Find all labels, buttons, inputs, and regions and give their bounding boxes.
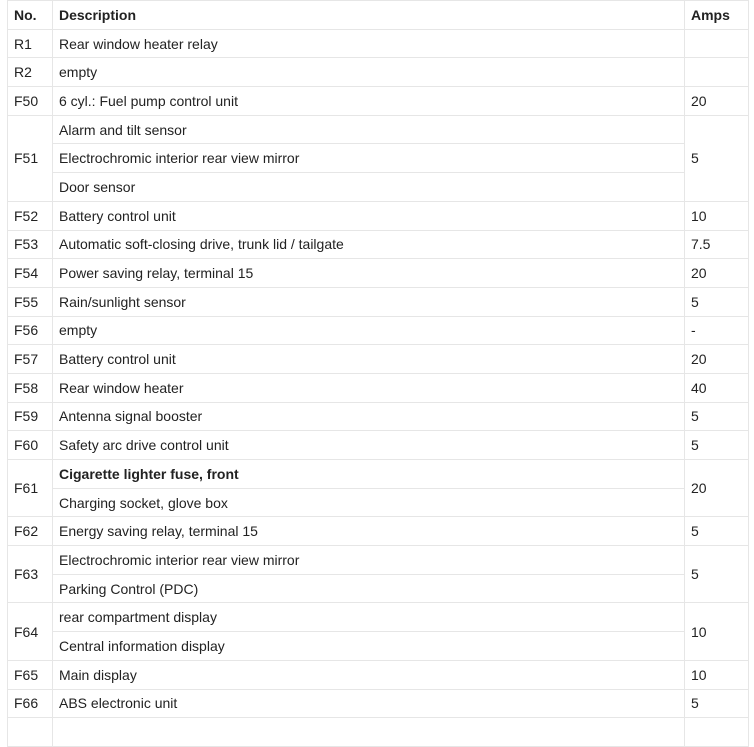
fuse-description: rear compartment display	[53, 603, 685, 632]
fuse-number: F58	[8, 373, 53, 402]
fuse-number: R1	[8, 29, 53, 58]
fuse-number: F51	[8, 115, 53, 201]
table-row	[8, 460, 749, 489]
fuse-description: Automatic soft-closing drive, trunk lid / tailgate	[53, 230, 685, 259]
fuse-amps	[685, 29, 749, 58]
fuse-number: F59	[8, 402, 53, 431]
fuse-amps: 5	[685, 431, 749, 460]
table-row	[8, 402, 749, 431]
table-row	[8, 718, 749, 747]
header-amps: Amps	[685, 1, 749, 30]
table-row	[8, 316, 749, 345]
fuse-amps: 10	[685, 201, 749, 230]
fuse-number: F55	[8, 287, 53, 316]
table-row	[8, 58, 749, 87]
fuse-amps: 5	[685, 546, 749, 603]
fuse-number: F62	[8, 517, 53, 546]
fuse-description: Rain/sunlight sensor	[53, 287, 685, 316]
fuse-number: F63	[8, 546, 53, 603]
fuse-amps: 5	[685, 689, 749, 718]
table-row	[8, 144, 749, 173]
table-row	[8, 574, 749, 603]
fuse-number: F66	[8, 689, 53, 718]
fuse-description	[53, 718, 685, 747]
fuse-amps: 7.5	[685, 230, 749, 259]
fuse-number: F53	[8, 230, 53, 259]
fuse-description: Central information display	[53, 632, 685, 661]
fuse-number: F57	[8, 345, 53, 374]
fuse-amps: 10	[685, 603, 749, 660]
fuse-description: Door sensor	[53, 173, 685, 202]
fuse-description: Electrochromic interior rear view mirror	[53, 546, 685, 575]
fuse-table	[7, 0, 749, 747]
fuse-number: F65	[8, 660, 53, 689]
fuse-number: R2	[8, 58, 53, 87]
fuse-number	[8, 718, 53, 747]
fuse-number: F56	[8, 316, 53, 345]
table-row	[8, 373, 749, 402]
fuse-description: Antenna signal booster	[53, 402, 685, 431]
fuse-description: Power saving relay, terminal 15	[53, 259, 685, 288]
table-row	[8, 201, 749, 230]
fuse-description: Battery control unit	[53, 201, 685, 230]
fuse-description: Charging socket, glove box	[53, 488, 685, 517]
header-row	[8, 1, 749, 30]
fuse-number: F64	[8, 603, 53, 660]
fuse-description: 6 cyl.: Fuel pump control unit	[53, 87, 685, 116]
fuse-description: Alarm and tilt sensor	[53, 115, 685, 144]
table-row	[8, 287, 749, 316]
fuse-amps: 5	[685, 517, 749, 546]
fuse-description: empty	[53, 58, 685, 87]
header-description: Description	[53, 1, 685, 30]
table-row	[8, 603, 749, 632]
table-row	[8, 689, 749, 718]
table-row	[8, 259, 749, 288]
fuse-description: Battery control unit	[53, 345, 685, 374]
fuse-description: empty	[53, 316, 685, 345]
fuse-amps: 40	[685, 373, 749, 402]
fuse-amps	[685, 718, 749, 747]
header-no: No.	[8, 1, 53, 30]
fuse-number: F61	[8, 460, 53, 517]
fuse-description: Electrochromic interior rear view mirror	[53, 144, 685, 173]
fuse-amps: -	[685, 316, 749, 345]
fuse-amps: 5	[685, 402, 749, 431]
fuse-description: Parking Control (PDC)	[53, 574, 685, 603]
fuse-number: F50	[8, 87, 53, 116]
table-row	[8, 115, 749, 144]
table-row	[8, 488, 749, 517]
fuse-amps: 20	[685, 460, 749, 517]
fuse-amps: 20	[685, 345, 749, 374]
fuse-description: Safety arc drive control unit	[53, 431, 685, 460]
fuse-amps: 20	[685, 259, 749, 288]
fuse-amps: 5	[685, 115, 749, 201]
table-body	[8, 29, 749, 746]
fuse-description: Cigarette lighter fuse, front	[53, 460, 685, 489]
fuse-number: F52	[8, 201, 53, 230]
table-row	[8, 660, 749, 689]
table-row	[8, 173, 749, 202]
fuse-number: F54	[8, 259, 53, 288]
table-row	[8, 87, 749, 116]
fuse-amps: 20	[685, 87, 749, 116]
table-row	[8, 632, 749, 661]
fuse-description: Energy saving relay, terminal 15	[53, 517, 685, 546]
fuse-description: Rear window heater	[53, 373, 685, 402]
fuse-description: Rear window heater relay	[53, 29, 685, 58]
fuse-amps	[685, 58, 749, 87]
fuse-amps: 10	[685, 660, 749, 689]
table-row	[8, 230, 749, 259]
table-row	[8, 517, 749, 546]
fuse-description: ABS electronic unit	[53, 689, 685, 718]
fuse-amps: 5	[685, 287, 749, 316]
table-row	[8, 345, 749, 374]
table-row	[8, 29, 749, 58]
table-row	[8, 546, 749, 575]
table-row	[8, 431, 749, 460]
fuse-number: F60	[8, 431, 53, 460]
fuse-description: Main display	[53, 660, 685, 689]
